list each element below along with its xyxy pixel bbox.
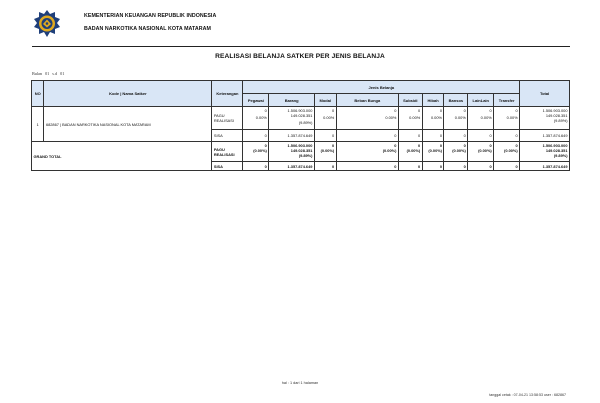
cell-hibah-sisa: 0 [422, 130, 444, 142]
cell-no: 1 [32, 107, 44, 142]
col-total: Total [520, 81, 570, 107]
period-from: 01 [45, 71, 50, 76]
cell-subsidi-sisa: 0 [398, 130, 422, 142]
period-to: 01 [60, 71, 65, 76]
cell-gt-hibah-pagu: 0 (0.00%) [422, 142, 444, 162]
cell-beban-bunga-pagu: 0 0.00% [336, 107, 398, 130]
cell-gt-bansos-pagu: 0 (0.00%) [444, 142, 468, 162]
col-kode-satker: Kode | Nama Satker [44, 81, 212, 107]
cell-gt-beban-bunga-sisa: 0 [336, 162, 398, 171]
period-label: Bulan [32, 71, 43, 76]
cell-pegawai-sisa: 0 [243, 130, 269, 142]
cell-bansos-pagu: 0 0.00% [444, 107, 468, 130]
cell-modal-pagu: 0 0.00% [314, 107, 336, 130]
cell-gt-pegawai-pagu: 0 (0.00%) [243, 142, 269, 162]
cell-gt-pegawai-sisa: 0 [243, 162, 269, 171]
col-subsidi: Subsidi [398, 94, 422, 107]
header-divider [32, 46, 570, 47]
cell-gt-lainlain-sisa: 0 [468, 162, 494, 171]
col-bansos: Bansos [444, 94, 468, 107]
table-row-satker-pagu [32, 107, 570, 130]
cell-grand-total-label: GRAND TOTAL [32, 142, 212, 171]
cell-lainlain-sisa: 0 [468, 130, 494, 142]
cell-gt-transfer-pagu: 0 (0.00%) [494, 142, 520, 162]
print-stamp: tanggal cetak : 07-04-21 13:58:53 user : 682867 [489, 393, 566, 397]
col-keterangan: Keterangan [212, 81, 243, 107]
table-row-grand-total-pagu [32, 142, 570, 162]
cell-gt-barang-sisa: 1.357.874.649 [269, 162, 315, 171]
cell-total-pagu: 1.506.903.000 149.028.351 (9.89%) [520, 107, 570, 130]
cell-gt-hibah-sisa: 0 [422, 162, 444, 171]
cell-hibah-pagu: 0 0.00% [422, 107, 444, 130]
org-ministry: KEMENTERIAN KEUANGAN REPUBLIK INDONESIA [84, 13, 217, 19]
cell-gt-modal-sisa: 0 [314, 162, 336, 171]
cell-total-sisa-label: SISA [212, 162, 243, 171]
org-satker: BADAN NARKOTIKA NASIONAL KOTA MATARAM [84, 26, 212, 32]
cell-lainlain-pagu: 0 0.00% [468, 107, 494, 130]
cell-pegawai-pagu: 0 0.00% [243, 107, 269, 130]
report-period [32, 71, 66, 76]
col-hibah: Hibah [422, 94, 444, 107]
realisasi-table [31, 80, 570, 171]
cell-modal-sisa: 0 [314, 130, 336, 142]
table-header-row [32, 81, 570, 94]
cell-satker: 682867 | BADAN NARKOTIKA NASIONAL KOTA MATARAM [44, 107, 212, 142]
cell-gt-total-pagu: 1.506.903.000 149.028.351 (9.89%) [520, 142, 570, 162]
cell-gt-total-sisa: 1.357.874.649 [520, 162, 570, 171]
cell-barang-sisa: 1.357.874.649 [269, 130, 315, 142]
cell-barang-pagu: 1.506.903.000 149.028.351 (9.89%) [269, 107, 315, 130]
col-lainlain: LainLain [468, 94, 494, 107]
cell-pagu-label: PAGU REALISASI [212, 107, 243, 130]
cell-gt-beban-bunga-pagu: 0 (0.00%) [336, 142, 398, 162]
cell-transfer-sisa: 0 [494, 130, 520, 142]
period-sep: s.d [52, 71, 58, 76]
cell-gt-bansos-sisa: 0 [444, 162, 468, 171]
cell-gt-transfer-sisa: 0 [494, 162, 520, 171]
col-barang: Barang [269, 94, 315, 107]
col-no: NO [32, 81, 44, 107]
page-indicator: hal : 1 dari 1 halaman [281, 381, 319, 385]
cell-sisa-label: SISA [212, 130, 243, 142]
cell-total-pagu-label: PAGU REALISASI [212, 142, 243, 162]
col-jenis-belanja: Jenis Belanja [243, 81, 520, 94]
cell-gt-subsidi-pagu: 0 (0.00%) [398, 142, 422, 162]
col-transfer: Transfer [494, 94, 520, 107]
cell-gt-barang-pagu: 1.506.903.000 149.028.351 (9.89%) [269, 142, 315, 162]
cell-bansos-sisa: 0 [444, 130, 468, 142]
cell-gt-modal-pagu: 0 (0.00%) [314, 142, 336, 162]
col-modal: Modal [314, 94, 336, 107]
cell-total-sisa: 1.357.874.649 [520, 130, 570, 142]
cell-transfer-pagu: 0 0.00% [494, 107, 520, 130]
col-pegawai: Pegawai [243, 94, 269, 107]
report-title: REALISASI BELANJA SATKER PER JENIS BELANJA [215, 53, 385, 60]
cell-subsidi-pagu: 0 0.00% [398, 107, 422, 130]
cell-gt-lainlain-pagu: 0 (0.00%) [468, 142, 494, 162]
cell-beban-bunga-sisa: 0 [336, 130, 398, 142]
cell-gt-subsidi-sisa: 0 [398, 162, 422, 171]
kemenkeu-logo-icon [32, 9, 62, 39]
col-beban-bunga: Beban Bunga [336, 94, 398, 107]
